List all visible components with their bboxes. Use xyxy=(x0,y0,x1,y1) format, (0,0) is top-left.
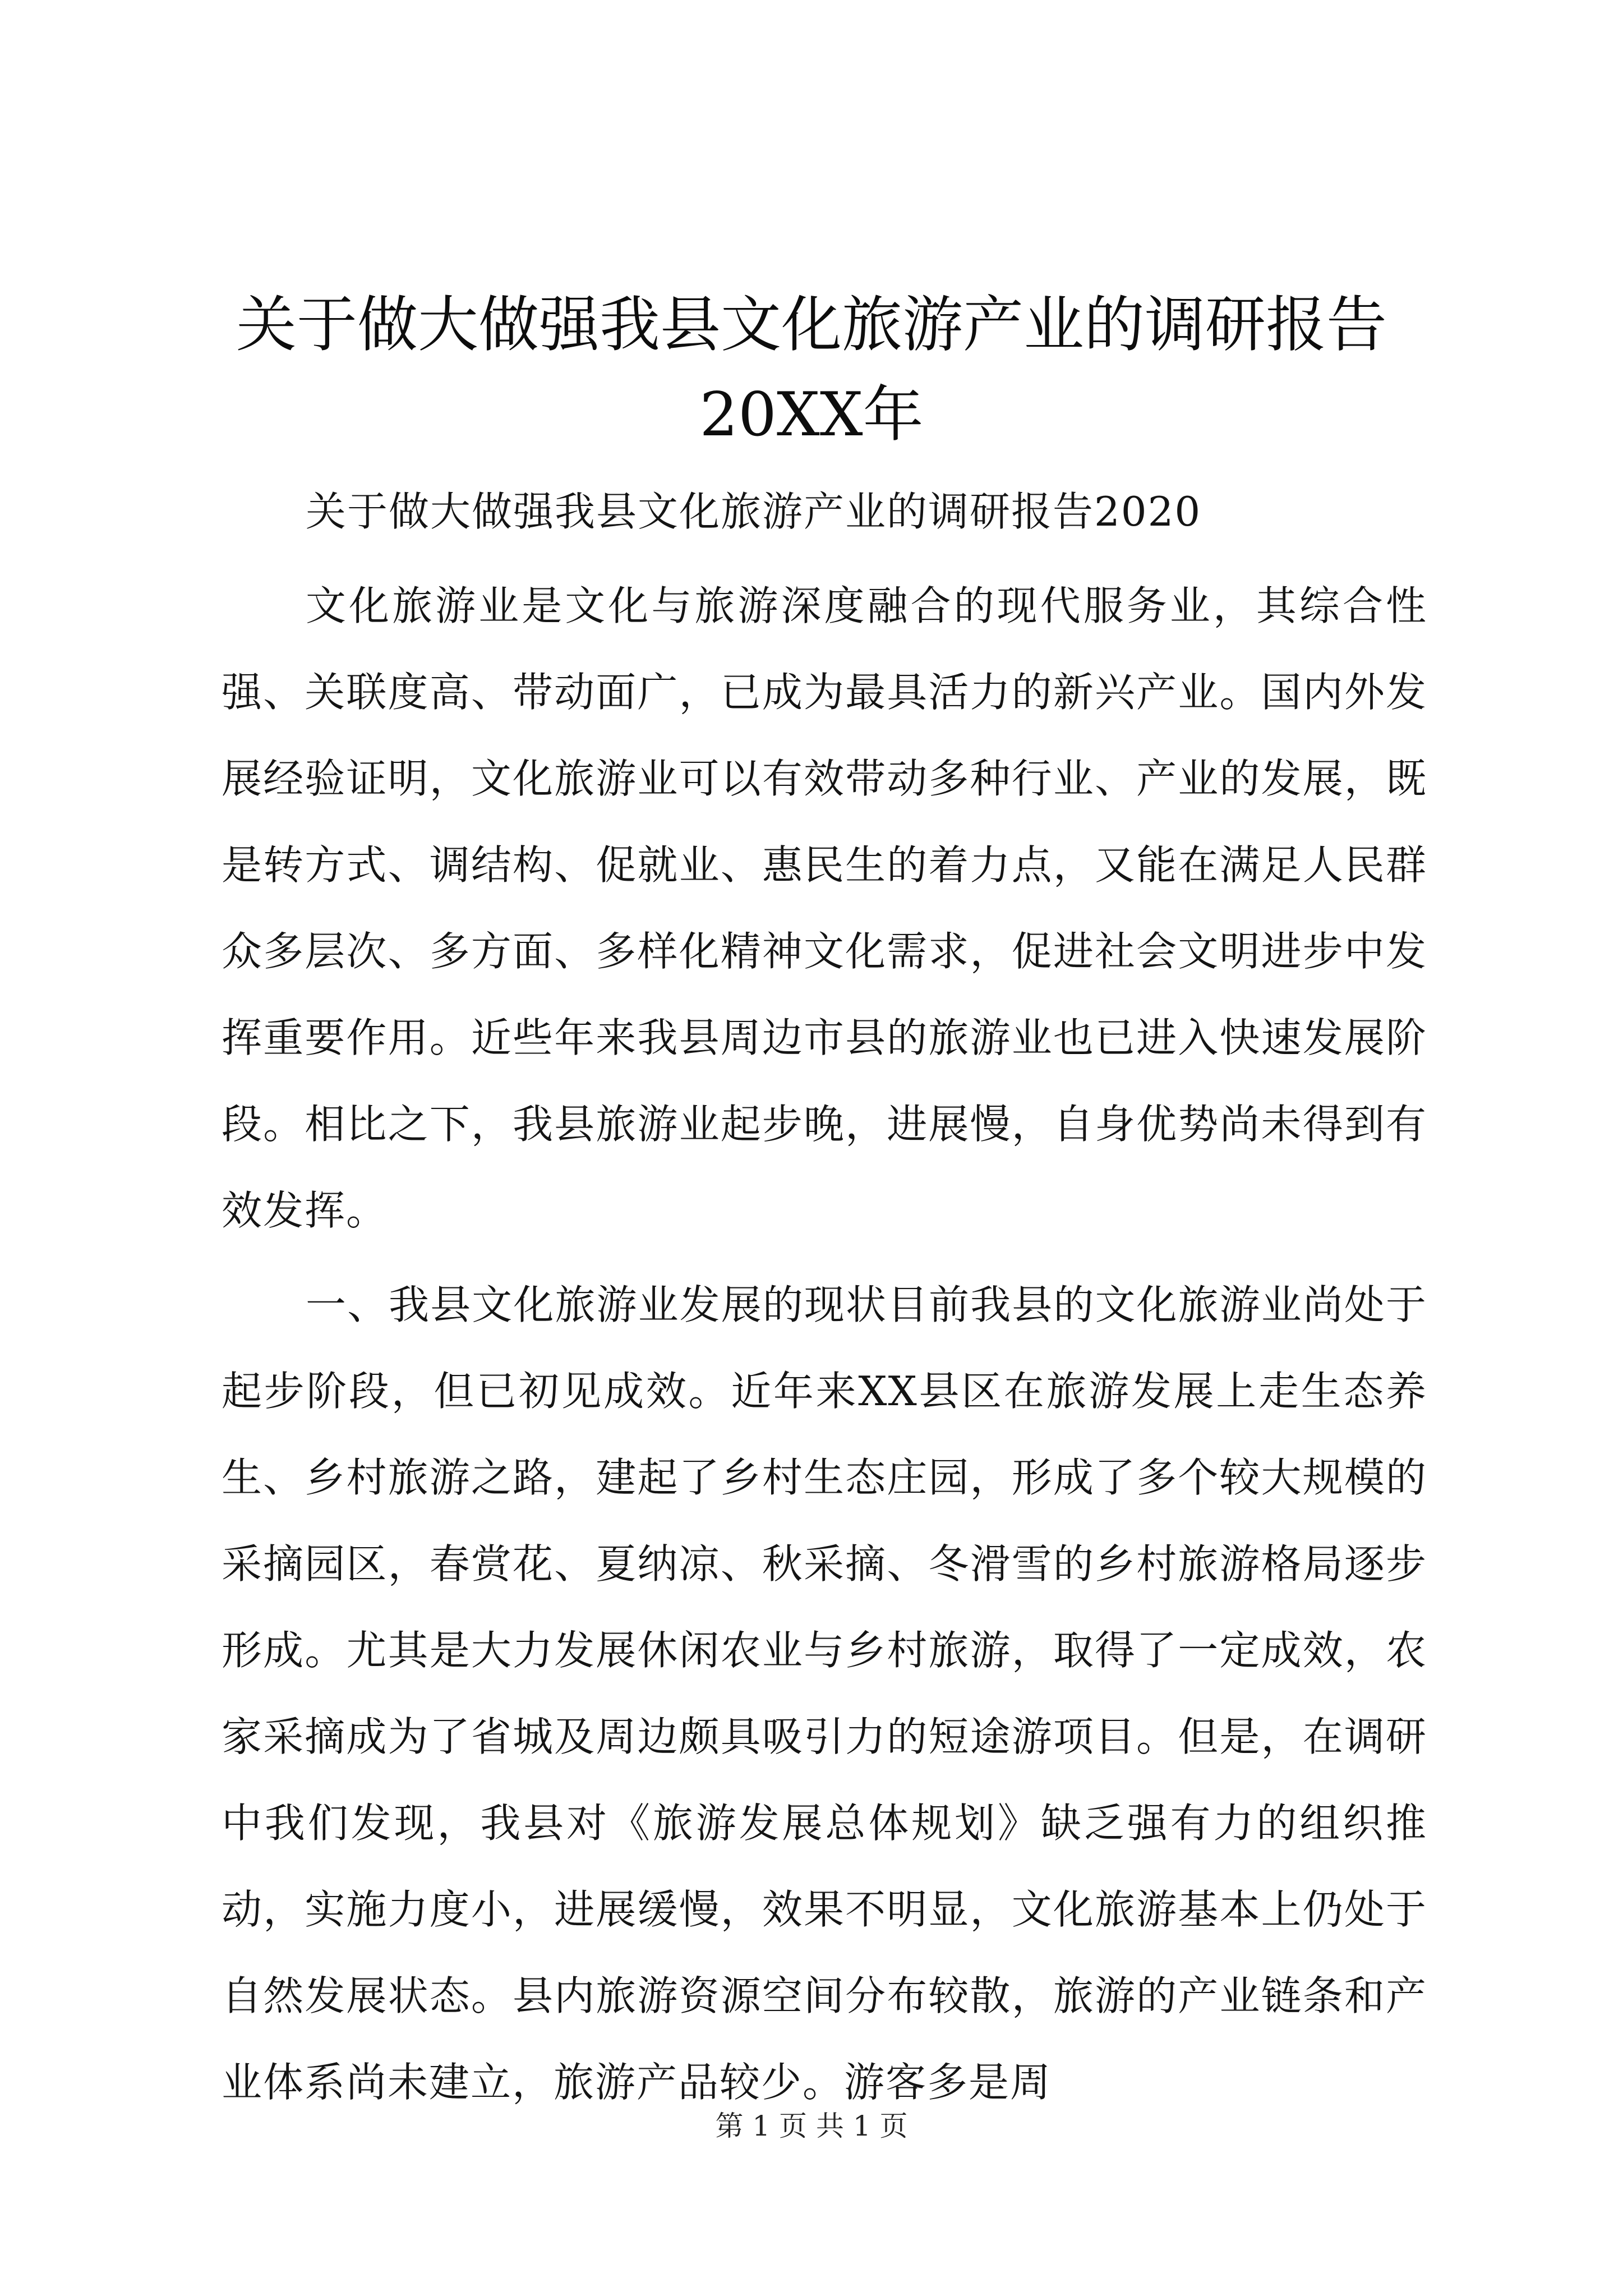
document-title xyxy=(168,280,1455,460)
page-footer: 第 1 页 共 1 页 xyxy=(715,2110,908,2142)
paragraph-intro: 文化旅游业是文化与旅游深度融合的现代服务业，其综合性强、关联度高、带动面广，已成为最具活力的新兴产业。国内外发展经验证明，文化旅游业可以有效带动多种行业、产业的发展，既是转方式、调结构、促就业、惠民生的着力点，又能在满足人民群众多层次、多方面、多样化精神文化需求，促进社会文明进步中发挥重要作用。近些年来我县周边市县的旅游业也已进入快速发展阶段。相比之下，我县旅游业起步晚，进展慢，自身优势尚未得到有效发挥。 xyxy=(222,582,1427,1234)
paragraph-section-one: 一、我县文化旅游业发展的现状目前我县的文化旅游业尚处于起步阶段，但已初见成效。近年来XX县区在旅游发展上走生态养生、乡村旅游之路，建起了乡村生态庄园，形成了多个较大规模的采摘园区，春赏花、夏纳凉、秋采摘、冬滑雪的乡村旅游格局逐步形成。尤其是大力发展休闲农业与乡村旅游，取得了一定成效，农家采摘成为了省城及周边颇具吸引力的短途游项目。但是，在调研中我们发现，我县对《旅游发展总体规划》缺乏强有力的组织推动，实施力度小，进展缓慢，效果不明显，文化旅游基本上仍处于自然发展状态。县内旅游资源空间分布较散，旅游的产业链条和产业体系尚未建立，旅游产品较少。游客多是周 xyxy=(222,1281,1427,2106)
title-line-2: 20XX年 xyxy=(699,380,924,450)
document-body xyxy=(222,468,1427,2133)
paragraph-subtitle: 关于做大做强我县文化旅游产业的调研报告2020 xyxy=(306,488,1202,535)
title-line-1: 关于做大做强我县文化旅游产业的调研报告 xyxy=(236,290,1387,360)
